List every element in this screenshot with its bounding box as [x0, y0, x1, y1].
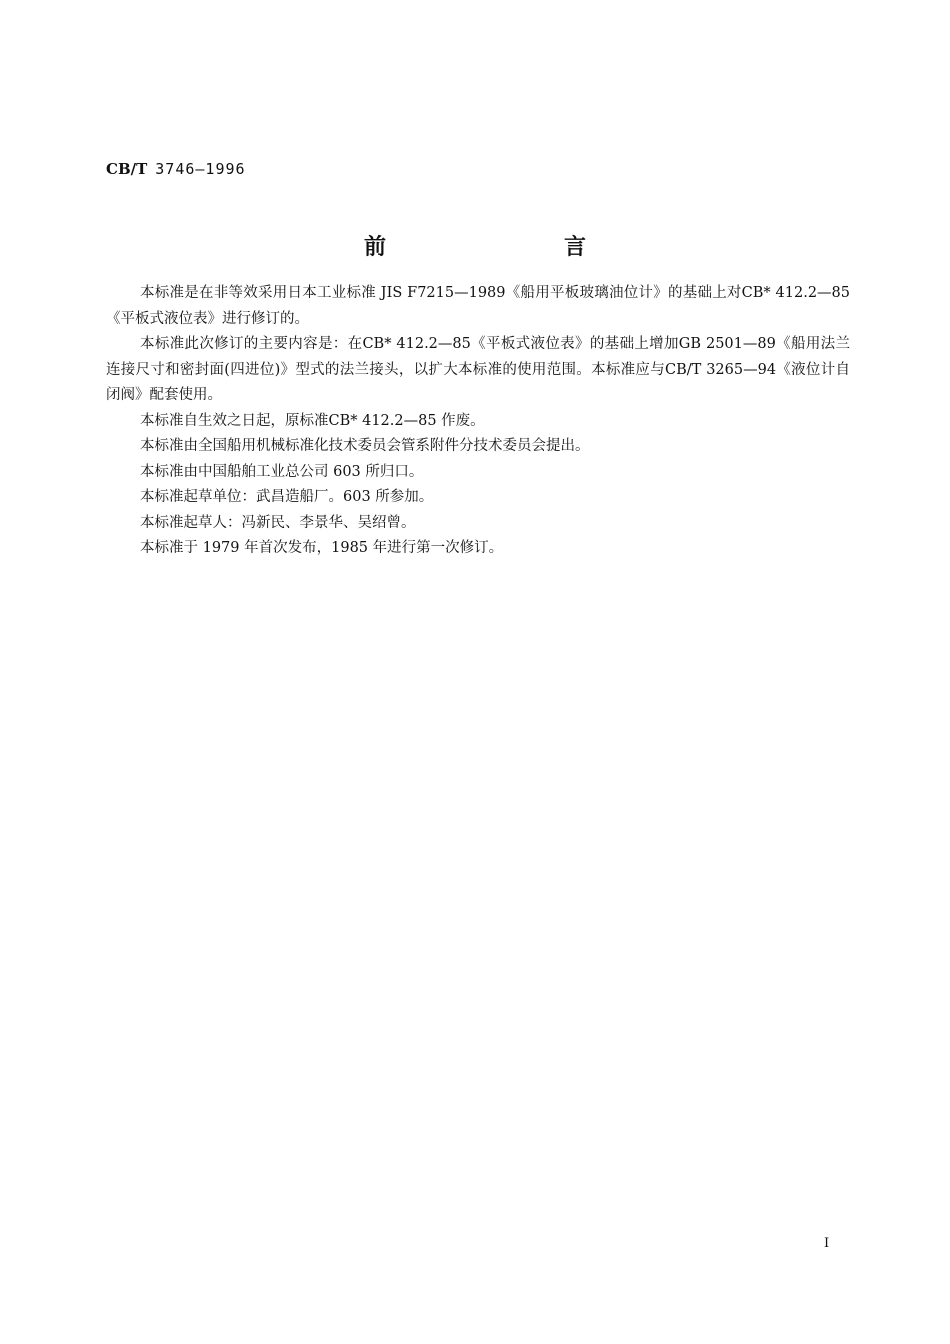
paragraph-drafters: 本标准起草人：冯新民、李景华、吴绍曾。	[140, 514, 416, 531]
standard-code	[106, 160, 246, 178]
paragraph-supersedes: 本标准自生效之日起，原标准CB* 412.2—85 作废。	[140, 412, 485, 429]
paragraph-revision-content: 本标准此次修订的主要内容是：在CB* 412.2—85《平板式液位表》的基础上增加GB 2501—89《船用法兰连接尺寸和密封面(四进位)》型式的法兰接头，以扩大本标准的使用范围。本标准应与CB/T 3265—94《液位计自闭阀》配套使用。	[106, 336, 850, 403]
page-number: I	[824, 1236, 830, 1251]
paragraph-history: 本标准于 1979 年首次发布，1985 年进行第一次修订。	[140, 540, 504, 556]
page-title: 前 言	[363, 235, 664, 260]
paragraph-drafting-unit: 本标准起草单位：武昌造船厂。603 所参加。	[140, 489, 434, 505]
paragraph-administered-by: 本标准由中国船舶工业总公司 603 所归口。	[140, 463, 424, 480]
standard-number: 3746—1996	[155, 160, 246, 178]
paragraph-proposed-by: 本标准由全国船用机械标准化技术委员会管系附件分技术委员会提出。	[140, 438, 590, 454]
standard-prefix: CB/T	[106, 160, 148, 178]
paragraph-basis: 本标准是在非等效采用日本工业标准 JIS F7215—1989《船用平板玻璃油位计》的基础上对CB* 412.2—85《平板式液位表》进行修订的。	[106, 285, 850, 327]
foreword-body	[106, 281, 850, 562]
